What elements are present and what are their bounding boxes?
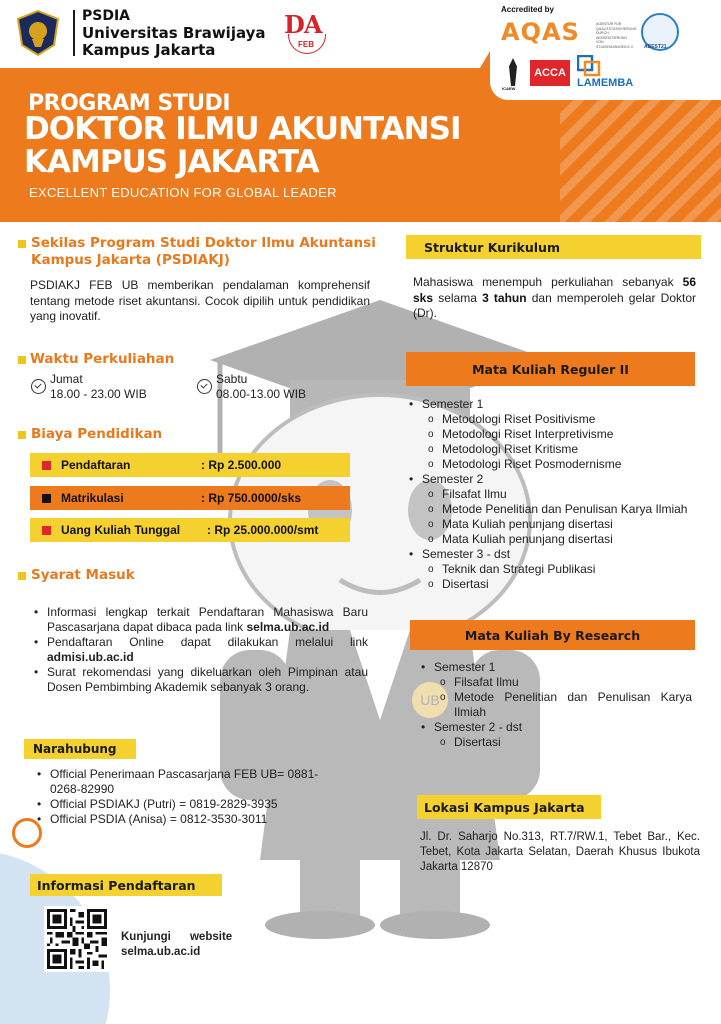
reguler-semester-2: • Semester 2 (408, 472, 710, 487)
acca-logo: ACCA (530, 60, 570, 86)
waktu-title: Waktu Perkuliahan (30, 351, 175, 367)
course-item: o Metodologi Riset Kritisme (408, 442, 710, 457)
course-item: o Disertasi (420, 735, 692, 750)
struktur-sks: 56 sks (413, 275, 696, 305)
aqas-logo: AQAS (501, 18, 580, 46)
website-info (121, 930, 232, 960)
uni-line-2: Universitas Brawijaya (82, 24, 266, 42)
clock-icon (31, 379, 46, 394)
university-name (82, 8, 266, 59)
fee-label: Uang Kuliah Tunggal (61, 523, 181, 537)
struktur-text-2: selama (433, 290, 483, 305)
course-item: o Metodologi Riset Positivisme (408, 412, 710, 427)
fee-row-pendaftaran (30, 453, 350, 477)
waktu-day-1: Jumat (50, 372, 83, 386)
website-link[interactable]: selma.ub.ac.id (121, 946, 201, 958)
struktur-text-1: Mahasiswa menempuh perkuliahan sebanyak (413, 275, 683, 289)
lokasi-title: Lokasi Kampus Jakarta (417, 795, 601, 819)
research-semester-2: • Semester 2 - dst (420, 720, 692, 735)
narahubung-title: Narahubung (24, 739, 136, 759)
section-bullet (18, 356, 26, 364)
course-item: o Metodologi Riset Interpretivisme (408, 427, 710, 442)
struktur-tahun: 3 tahun (482, 290, 527, 305)
lokasi-address: Jl. Dr. Saharjo No.313, RT.7/RW.1, Tebet Bar., Kec. Tebet, Kota Jakarta Selatan, Daerah Khusus Ibukota Jakarta 12870 (420, 831, 700, 873)
course-item: o Mata Kuliah penunjang disertasi (408, 517, 710, 532)
title-doktor-ilmu-akuntansi: DOKTOR ILMU AKUNTANSI (24, 111, 461, 147)
contact-item: • Official PSDIAKJ (Putri) = 0819-2829-3935 (36, 797, 346, 812)
struktur-text-3: dan memperoleh gelar Doktor (Dr). (413, 290, 696, 320)
syarat-item-2-text: Pendaftaran Online dapat dilakukan melalui link (47, 635, 368, 649)
uni-line-3: Kampus Jakarta (82, 41, 216, 59)
title-program-studi: PROGRAM STUDI (28, 91, 231, 116)
title-kampus-jakarta: KAMPUS JAKARTA (24, 144, 319, 180)
admisi-link[interactable]: admisi.ub.ac.id (47, 650, 134, 664)
course-item: o Filsafat Ilmu (408, 487, 710, 502)
fee-value: : Rp 2.500.000 (201, 458, 282, 472)
selma-link[interactable]: selma.ub.ac.id (246, 620, 330, 634)
sekilas-title (31, 235, 376, 269)
fee-square-icon (42, 526, 51, 535)
contact-item: • Official PSDIA (Anisa) = 0812-3530-3011 (36, 812, 346, 827)
da-logo-text: DA (284, 10, 322, 39)
waktu-time-2: 08.00-13.00 WIB (216, 387, 307, 401)
course-item: o Metodologi Riset Posmodernisme (408, 457, 710, 472)
section-bullet (18, 431, 26, 439)
course-item: o Mata Kuliah penunjang disertasi (408, 532, 710, 547)
icaew-label: ICAEW (502, 86, 516, 91)
biaya-title: Biaya Pendidikan (31, 426, 163, 442)
mascot-badge-text: UB (420, 692, 440, 708)
sekilas-text: PSDIAKJ FEB UB memberikan pendalaman komprehensif tentang metode riset akuntansi. Cocok dipilih untuk pendidikan yang inovatif. (30, 278, 370, 323)
uni-line-1: PSDIA (82, 8, 131, 24)
course-item: o Disertasi (408, 577, 710, 592)
syarat-item-3: • Surat rekomendasi yang dikeluarkan oleh Pimpinan atau Dosen Pembimbing Akademik sebanyak 3 orang. (33, 665, 368, 695)
sekilas-title-line-1: Sekilas Program Studi Doktor Ilmu Akuntansi (31, 235, 376, 251)
waktu-day-2: Sabtu (216, 372, 248, 386)
course-item: o Metode Penelitian dan Penulisan Karya Ilmiah (408, 502, 710, 517)
lamemba-logo: LAMEMBA (577, 77, 634, 89)
qr-code-icon[interactable] (44, 906, 110, 972)
fee-label: Pendaftaran (61, 458, 131, 472)
fee-value: : Rp 750.0000/sks (201, 491, 302, 505)
course-item: o Metode Penelitian dan Penulisan Karya Ilmiah (420, 690, 692, 720)
reguler-list (408, 397, 710, 592)
reguler-semester-1: • Semester 1 (408, 397, 710, 412)
reguler-semester-3: • Semester 3 - dst (408, 547, 710, 562)
syarat-list (33, 605, 368, 695)
fee-row-matrikulasi (30, 486, 350, 510)
research-list (420, 660, 692, 750)
tagline: EXCELLENT EDUCATION FOR GLOBAL LEADER (29, 185, 337, 200)
fee-value: : Rp 25.000.000/smt (207, 523, 319, 537)
fee-row-ukt (30, 518, 350, 542)
abest21-label: ABEST21 (644, 44, 667, 50)
syarat-item-1 (33, 605, 368, 635)
course-item: o Teknik dan Strategi Publikasi (408, 562, 710, 577)
accredited-label: Accredited by (501, 5, 554, 14)
logo-divider (73, 10, 75, 56)
syarat-title: Syarat Masuk (31, 567, 135, 583)
syarat-item-2 (33, 635, 368, 665)
fee-square-icon (42, 494, 51, 503)
reguler-title: Mata Kuliah Reguler II (406, 352, 695, 386)
research-semester-1: • Semester 1 (420, 660, 692, 675)
section-bullet (18, 240, 26, 248)
research-title: Mata Kuliah By Research (410, 620, 695, 650)
section-bullet (18, 572, 26, 580)
struktur-title: Struktur Kurikulum (406, 235, 701, 259)
stripe-decoration (560, 88, 721, 222)
fee-square-icon (42, 461, 51, 470)
informasi-title: Informasi Pendaftaran (30, 874, 222, 896)
clock-icon (197, 379, 212, 394)
syarat-item-1-text: Informasi lengkap terkait Pendaftaran Mahasiswa Baru Pascasarjana dapat dibaca pada link (47, 605, 368, 634)
struktur-text (413, 275, 696, 322)
waktu-slot-1 (50, 372, 147, 402)
waktu-slot-2 (216, 372, 306, 402)
fee-label: Matrikulasi (61, 491, 124, 505)
contact-item: • Official Penerimaan Pascasarjana FEB UB= 0881-0268-82990 (36, 767, 346, 797)
waktu-time-1: 18.00 - 23.00 WIB (50, 387, 147, 401)
da-feb-logo (284, 10, 332, 58)
aqas-subtext: AGENTUR FÜR QUALITÄTSSICHERUNG DURCH AKKREDITIERUNG VON STUDIENGÄNGEN E.V. (596, 22, 637, 49)
ub-logo-icon (14, 9, 62, 57)
visit-website-label: Kunjungi website (121, 931, 233, 943)
lamemba-mark-icon (577, 55, 601, 77)
course-item: o Filsafat Ilmu (420, 675, 692, 690)
da-logo-sub: FEB (298, 40, 314, 49)
sekilas-title-line-2: Kampus Jakarta (PSDIAKJ) (31, 252, 230, 268)
narahubung-list (36, 767, 346, 827)
